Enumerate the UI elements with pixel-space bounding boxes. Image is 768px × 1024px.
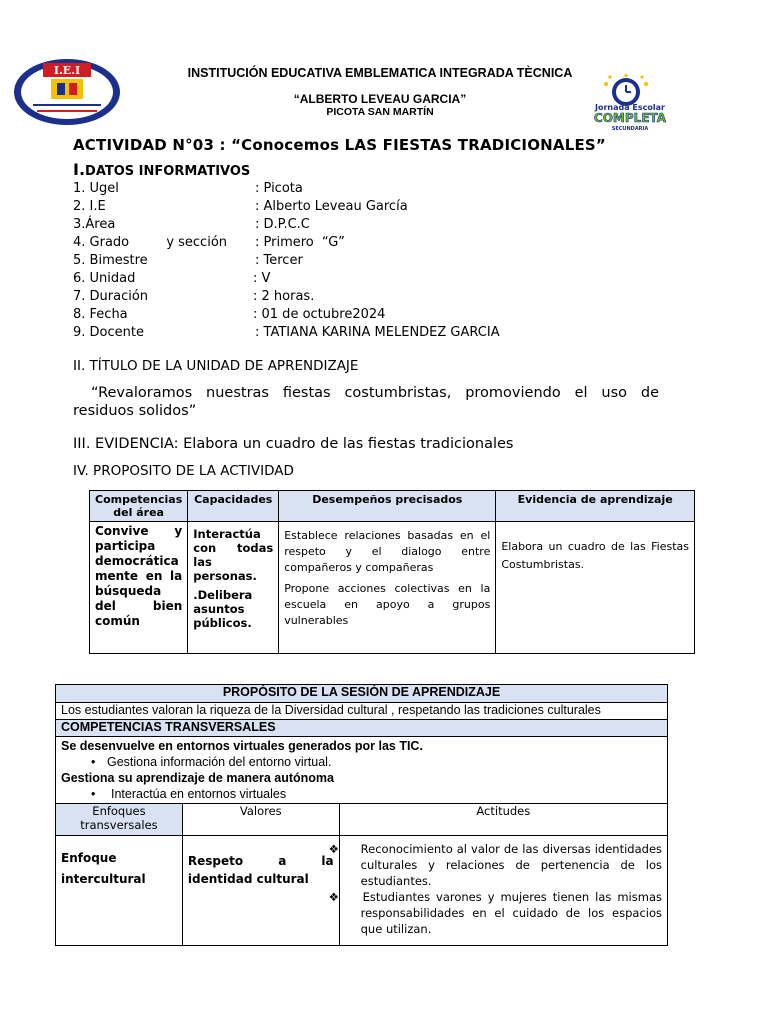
data-item-key: 3.Área [73, 217, 116, 232]
school-name: “ALBERTO LEVEAU GARCIA” [293, 92, 467, 106]
data-item-key: 6. Unidad [73, 271, 136, 286]
data-item-key: 5. Bimestre [73, 253, 148, 268]
data-item-value: : 01 de octubre2024 [253, 307, 386, 322]
header-capacidades: Capacidades [188, 491, 279, 522]
capacidades-cell [188, 522, 279, 654]
desempenos-cell [279, 522, 496, 654]
data-item-value: : Picota [255, 181, 303, 196]
data-item-value: : 2 horas. [253, 289, 315, 304]
evidencia-cell: Elabora un cuadro de las Fiestas Costumbristas. [496, 522, 695, 654]
emblem-initials: I.E.I [53, 64, 81, 77]
header-evidencia: Evidencia de aprendizaje [496, 491, 695, 522]
section-4-title: IV. PROPOSITO DE LA ACTIVIDAD [73, 463, 294, 479]
header-competencias: Competencias del área [90, 491, 188, 522]
school-location: PICOTA SAN MARTÍN [326, 106, 434, 118]
logo-line1: Jornada Escolar [595, 103, 665, 112]
session-purpose: Los estudiantes valoran la riqueza de la Diversidad cultural , respetando las tradiciones culturales [56, 703, 668, 720]
logo-line3: SECUNDARIA [611, 126, 649, 132]
data-item-value: : Alberto Leveau García [255, 199, 408, 214]
competencia-tic-item [61, 754, 662, 770]
actitud-1 [328, 841, 663, 889]
logo-line2: COMPLETA [593, 111, 667, 125]
col-valores: Valores [182, 804, 339, 836]
activity-title: ACTIVIDAD N°03 : “Conocemos LAS FIESTAS TRADICIONALES” [73, 136, 606, 154]
section-datos-informativos [73, 160, 250, 179]
data-item-value: : TATIANA KARINA MELENDEZ GARCIA [255, 325, 500, 340]
data-item-key: 9. Docente [73, 325, 144, 340]
diamond-bullet-icon: ❖ [328, 842, 339, 856]
desempeno-2: Propone acciones colectivas en la escuela en apoyo a grupos vulnerables [284, 582, 491, 627]
valor-cell: Respeto a la identidad cultural [182, 836, 339, 946]
col-enfoques: Enfoques transversales [56, 804, 183, 836]
competencia-autonoma-item [61, 786, 662, 802]
data-item-key: 1. Ugel [73, 181, 119, 196]
header-desempenos: Desempeños precisados [279, 491, 496, 522]
section-3-title: III. EVIDENCIA: Elabora un cuadro de las fiestas tradicionales [73, 436, 514, 452]
competencia-tic: Se desenvuelve en entornos virtuales generados por las TIC. [61, 739, 423, 753]
data-item-value: : Primero “G” [255, 235, 345, 250]
diamond-bullet-icon: ❖ [328, 890, 339, 904]
unit-title-quote: “Revaloramos nuestras fiestas costumbristas, promoviendo el uso de residuos solidos” [73, 385, 659, 419]
session-title: PROPÓSITO DE LA SESIÓN DE APRENDIZAJE [56, 685, 668, 703]
data-item-value: : D.P.C.C [255, 217, 310, 232]
transversal-competencies [56, 737, 668, 804]
capacidad-1: Interactúa con todas las personas. [193, 527, 274, 583]
enfoque-cell: Enfoque intercultural [56, 836, 183, 946]
section-2-title: II. TÍTULO DE LA UNIDAD DE APRENDIZAJE [73, 358, 359, 374]
session-table [55, 684, 668, 946]
data-item-key: 8. Fecha [73, 307, 128, 322]
institution-name: INSTITUCIÓN EDUCATIVA EMBLEMATICA INTEGRADA TÈCNICA [187, 66, 573, 80]
data-item-value: : Tercer [255, 253, 303, 268]
section-roman: I. [73, 160, 86, 179]
data-item-key: 2. I.E [73, 199, 106, 214]
competencia-autonoma-item-text: Interactúa en entornos virtuales [111, 787, 287, 801]
actitud-1-text: Reconocimiento al valor de las diversas identidades culturales y relaciones de pertenencia de los estudiantes. [360, 842, 663, 888]
actitud-2 [328, 889, 662, 937]
data-item-value: : V [253, 271, 271, 286]
bullet-icon: • [91, 787, 96, 801]
competencia-cell: Convive y participa democrática mente en la búsqueda del bien común [90, 522, 188, 654]
competencia-tic-item-text: Gestiona información del entorno virtual. [107, 755, 332, 769]
actitud-2-text: Estudiantes varones y mujeres tienen las mismas responsabilidades en el cuidado de los espacios que utilizan. [360, 890, 662, 936]
competencia-autonoma: Gestiona su aprendizaje de manera autónoma [61, 771, 334, 785]
col-actitudes: Actitudes [339, 804, 667, 836]
bullet-icon: • [91, 755, 96, 769]
transversal-header: COMPETENCIAS TRANSVERSALES [56, 720, 668, 737]
capacidad-2: .Delibera asuntos públicos. [193, 588, 253, 630]
purpose-table [89, 490, 695, 654]
desempeno-1: Establece relaciones basadas en el respeto y el dialogo entre compañeros y compañeras [284, 529, 491, 574]
actitudes-cell [328, 836, 667, 946]
data-item-key: 4. Grado y sección [73, 235, 228, 250]
data-item-key: 7. Duración [73, 289, 149, 304]
section-title: DATOS INFORMATIVOS [85, 164, 251, 179]
